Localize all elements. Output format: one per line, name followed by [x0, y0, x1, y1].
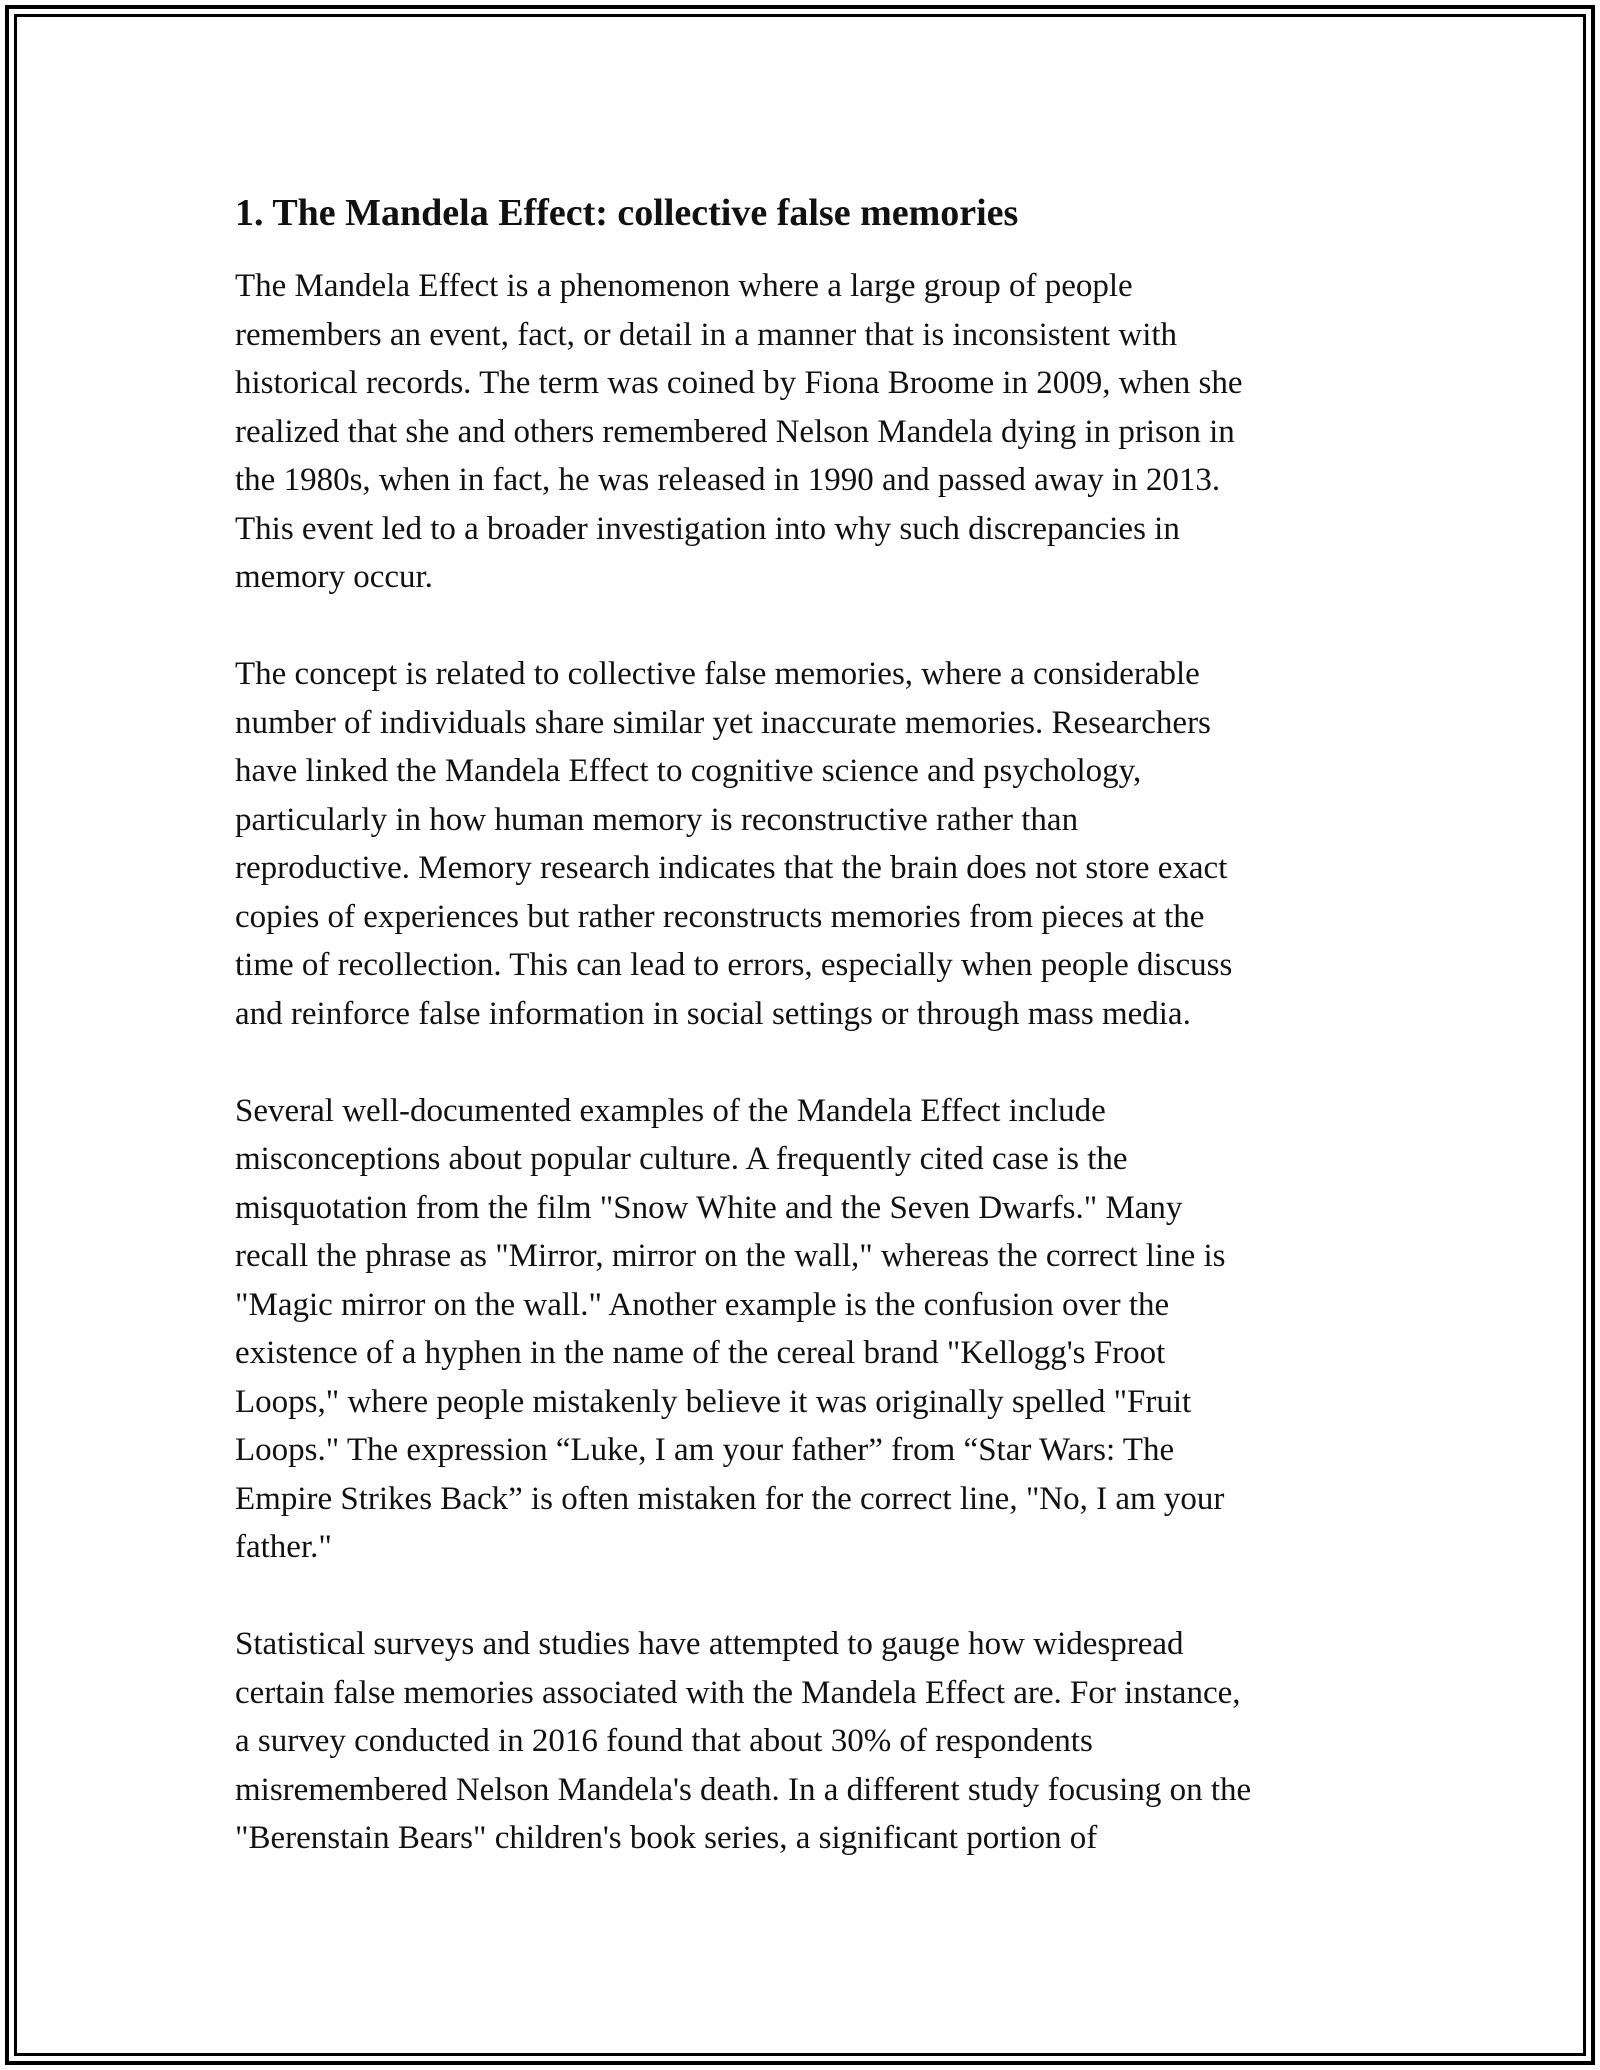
- text-line: a survey conducted in 2016 found that about 30% of respondents: [235, 1723, 1093, 1759]
- text-line: Loops," where people mistakenly believe it was originally spelled "Fruit: [235, 1383, 1192, 1420]
- text-line: reproductive. Memory research indicates that the brain does not store exact: [235, 850, 1228, 886]
- text-line: misremembered Nelson Mandela's death. In a different study focusing on the: [235, 1771, 1252, 1808]
- text-line: number of individuals share similar yet inaccurate memories. Researchers: [235, 704, 1211, 741]
- text-line: father.": [235, 1529, 332, 1565]
- text-line: This event led to a broader investigation into why such discrepancies in: [235, 510, 1180, 547]
- text-line: certain false memories associated with the Mandela Effect are. For instance,: [235, 1674, 1241, 1711]
- paragraph-1: [235, 262, 1385, 602]
- text-line: The concept is related to collective false memories, where a considerable: [235, 656, 1200, 692]
- text-line: remembers an event, fact, or detail in a manner that is inconsistent with: [235, 316, 1178, 353]
- text-line: existence of a hyphen in the name of the cereal brand "Kellogg's Froot: [235, 1335, 1166, 1371]
- text-line: time of recollection. This can lead to errors, especially when people discuss: [235, 947, 1233, 983]
- text-line: Several well-documented examples of the Mandela Effect include: [235, 1092, 1106, 1129]
- document-body: [235, 188, 1385, 1911]
- text-line: realized that she and others remembered Nelson Mandela dying in prison in: [235, 413, 1235, 450]
- text-line: misquotation from the film "Snow White and the Seven Dwarfs." Many: [235, 1189, 1183, 1226]
- text-line: recall the phrase as "Mirror, mirror on the wall," whereas the correct line is: [235, 1238, 1226, 1274]
- text-line: copies of experiences but rather reconstructs memories from pieces at the: [235, 898, 1205, 935]
- section-heading: 1. The Mandela Effect: collective false memories: [235, 192, 1019, 234]
- text-line: particularly in how human memory is reconstructive rather than: [235, 801, 1079, 838]
- text-line: "Magic mirror on the wall." Another example is the confusion over the: [235, 1286, 1170, 1323]
- text-line: Statistical surveys and studies have attempted to gauge how widespread: [235, 1626, 1184, 1662]
- text-line: Loops." The expression “Luke, I am your father” from “Star Wars: The: [235, 1432, 1175, 1468]
- paragraph-3: [235, 1087, 1385, 1572]
- text-line: the 1980s, when in fact, he was released in 1990 and passed away in 2013.: [235, 462, 1221, 498]
- text-line: Empire Strikes Back” is often mistaken for the correct line, "No, I am your: [235, 1480, 1225, 1517]
- text-line: have linked the Mandela Effect to cognitive science and psychology,: [235, 753, 1142, 789]
- text-line: memory occur.: [235, 559, 433, 595]
- text-line: historical records. The term was coined by Fiona Broome in 2009, when she: [235, 365, 1243, 401]
- text-line: The Mandela Effect is a phenomenon where a large group of people: [235, 268, 1133, 304]
- paragraph-4: [235, 1620, 1385, 1863]
- text-line: and reinforce false information in social settings or through mass media.: [235, 995, 1191, 1032]
- text-line: "Berenstain Bears" children's book series, a significant portion of: [235, 1820, 1098, 1856]
- text-line: misconceptions about popular culture. A frequently cited case is the: [235, 1141, 1128, 1177]
- paragraph-2: [235, 650, 1385, 1038]
